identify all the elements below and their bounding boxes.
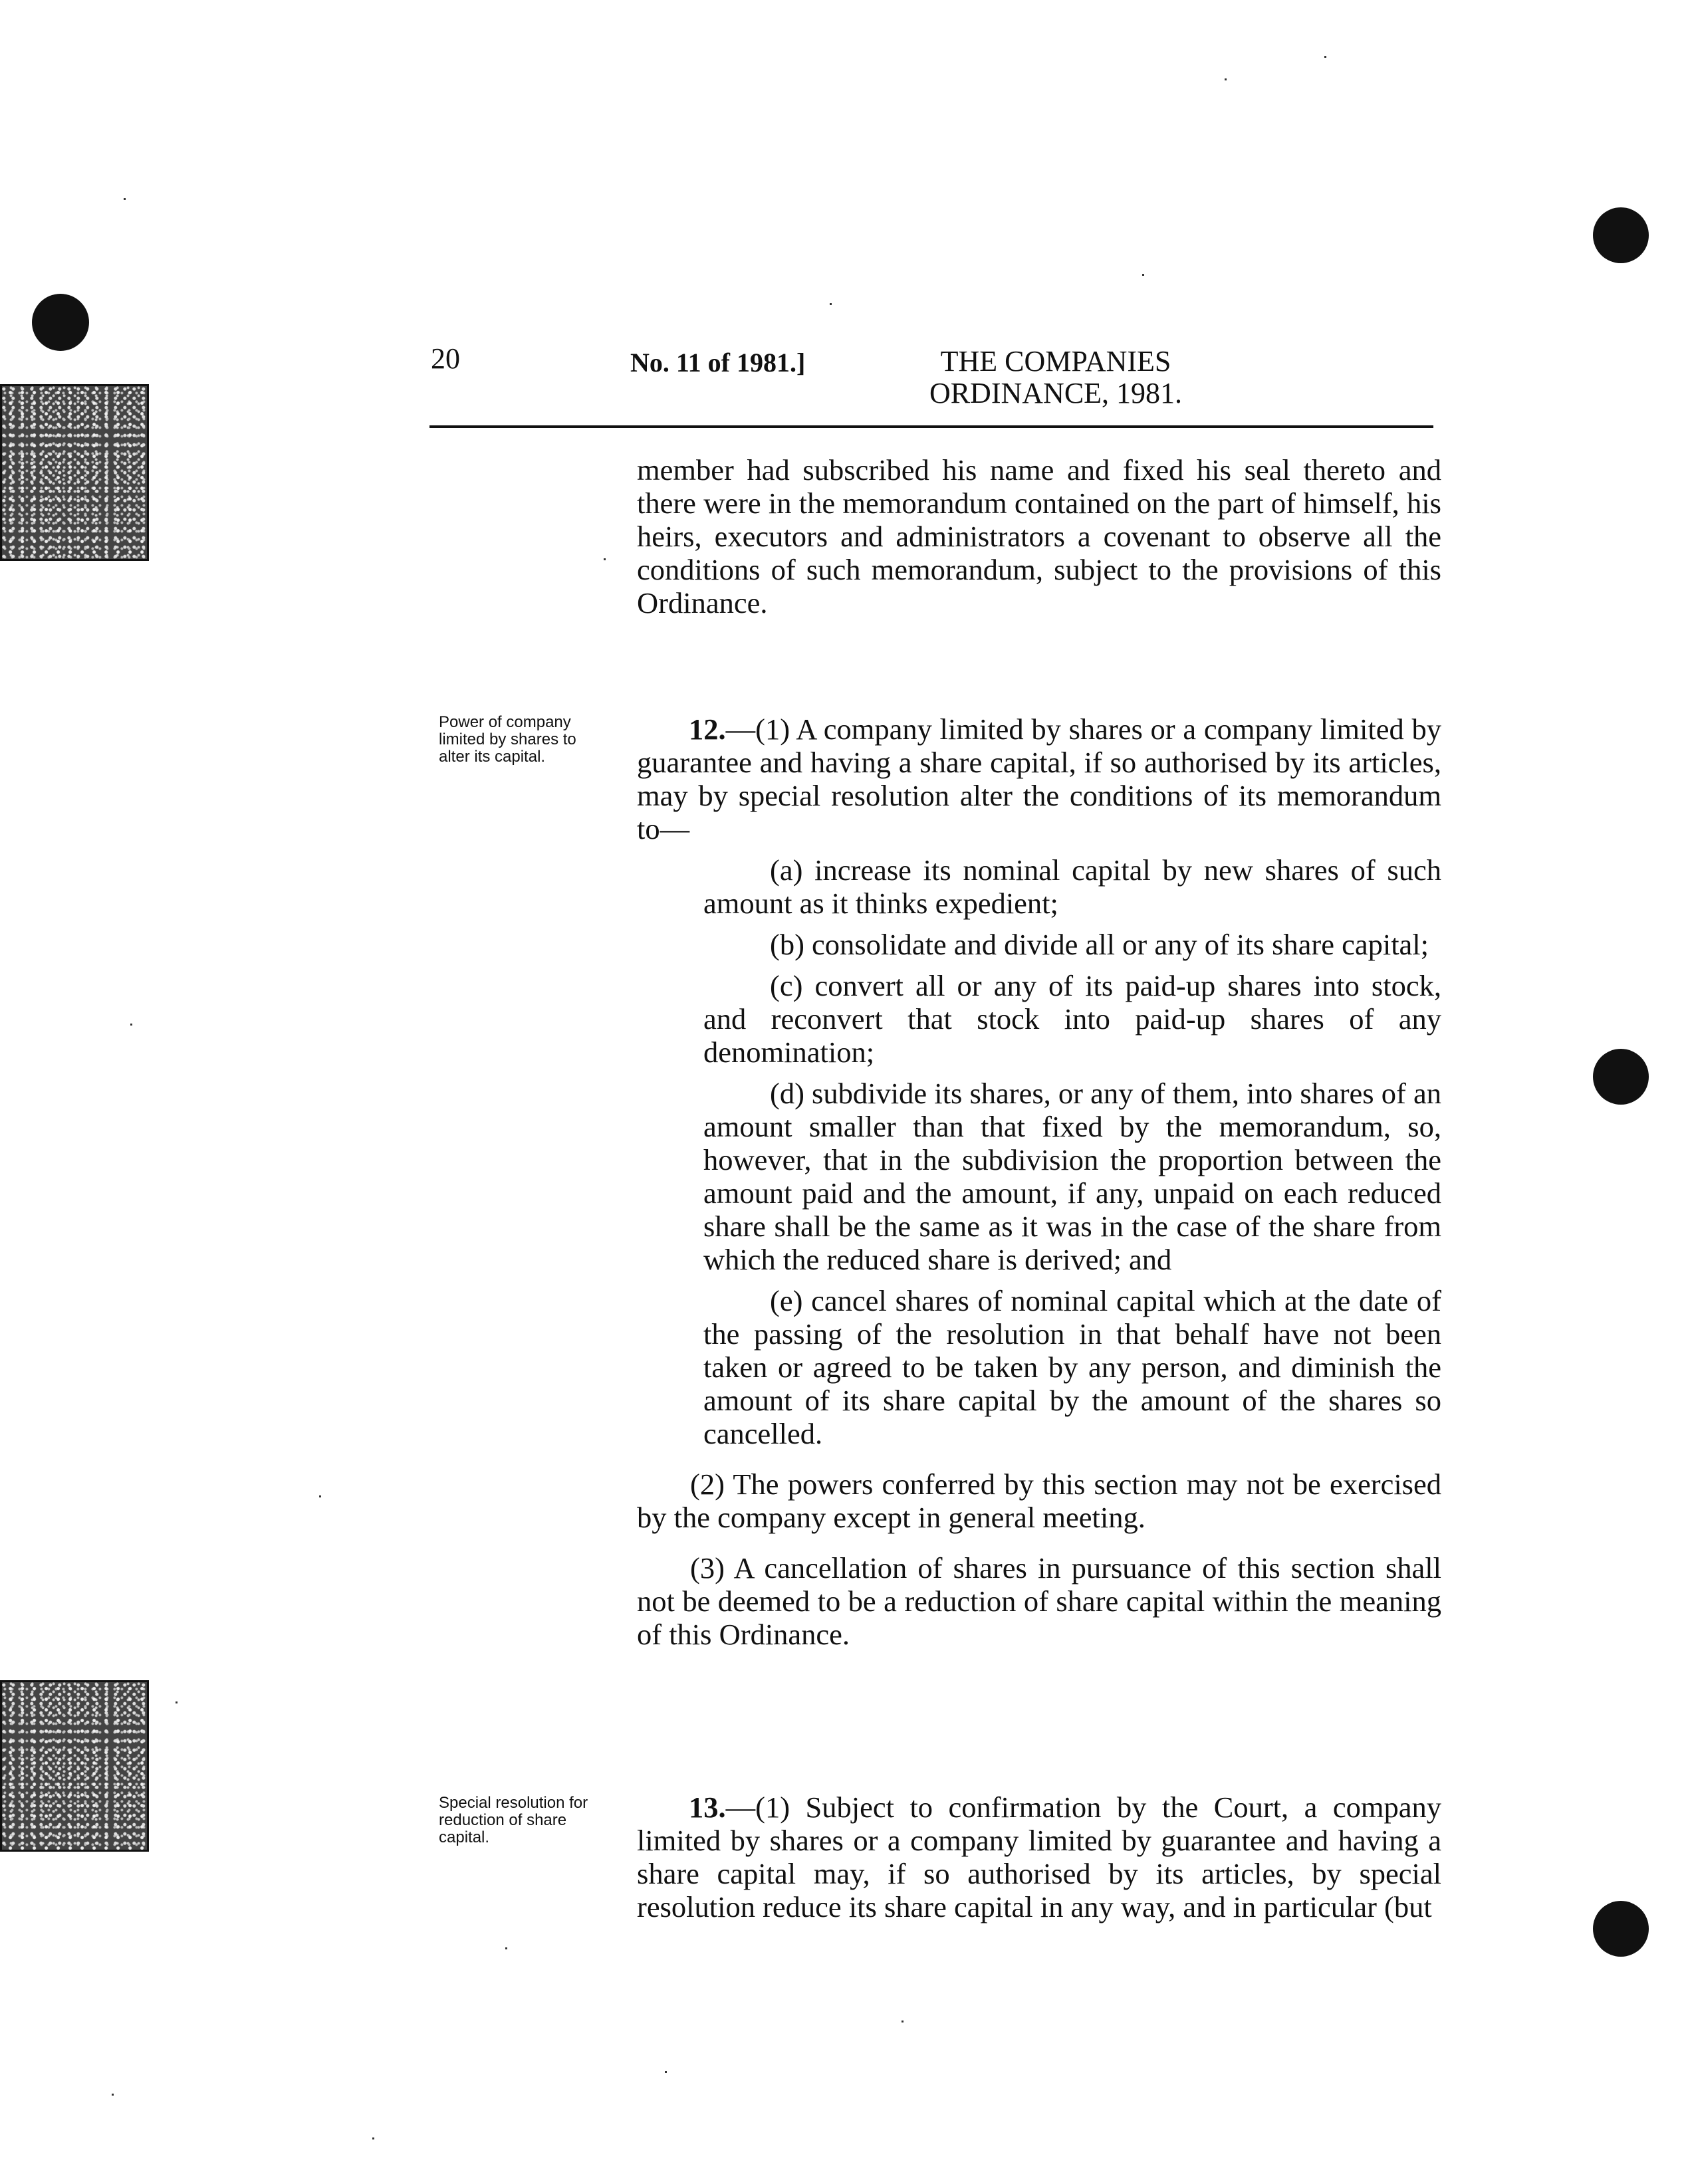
- section-12-item-c: (c) convert all or any of its paid-up shares into stock, and reconvert that stock into paid-up shares of any denomination;: [703, 969, 1441, 1069]
- section-12-subsection-3: (3) A cancellation of shares in pursuance of this section shall not be deemed to be a reduction of share capital within the meaning of this Ordinance.: [637, 1551, 1441, 1651]
- section-13-intro-text: —(1) Subject to confirmation by the Court, a company limited by shares or a company limited by guarantee and having a share capital may, if so authorised by its articles, by special resolution reduce its share capital in any way, and in particular (but: [637, 1791, 1441, 1923]
- punch-hole: [1593, 207, 1649, 263]
- scan-speck: [830, 303, 832, 305]
- section-12-intro-text: —(1) A company limited by shares or a company limited by guarantee and having a share capital, if so authorised by its articles, may by special resolution alter the conditions of its memorandum to—: [637, 712, 1441, 845]
- scan-speck: [1142, 274, 1144, 276]
- scan-noise-patch: [0, 1680, 149, 1852]
- scan-speck: [665, 2071, 667, 2073]
- section-13-number: 13.: [689, 1791, 726, 1824]
- ordinance-number: No. 11 of 1981.]: [630, 348, 806, 378]
- section-12-intro: [637, 712, 1441, 845]
- scan-speck: [112, 2094, 114, 2096]
- scan-speck: [1225, 78, 1227, 80]
- section-12-item-a: (a) increase its nominal capital by new shares of such amount as it thinks expedient;: [703, 853, 1441, 920]
- section-12-item-d: (d) subdivide its shares, or any of them, into shares of an amount smaller than that fixed by the memorandum, so, however, that in the subdivision the proportion between the amount paid and the amount, if any, unpaid on each reduced share shall be the same as it was in the case of the share from which the reduced share is derived; and: [703, 1077, 1441, 1276]
- section-13: [637, 1791, 1441, 1923]
- section-12-item-e: (e) cancel shares of nominal capital which at the date of the passing of the resolution in that behalf have not been taken or agreed to be taken by any person, and diminish the amount of its share capital by the amount of the shares so cancelled.: [703, 1284, 1441, 1450]
- section-12-item-b: (b) consolidate and divide all or any of its share capital;: [770, 928, 1429, 961]
- running-title: [903, 346, 1209, 409]
- scan-speck: [319, 1495, 321, 1497]
- scan-speck: [124, 198, 126, 200]
- section-12-subsection-2: (2) The powers conferred by this section may not be exercised by the company except in general meeting.: [637, 1468, 1441, 1534]
- continuation-text: member had subscribed his name and fixed his seal thereto and there were in the memorandum contained on the part of himself, his heirs, executors and administrators a covenant to observe all the conditions of such memorandum, subject to the provisions of this Ordinance.: [637, 453, 1441, 619]
- section-12: [637, 712, 1441, 1651]
- scan-speck: [372, 2137, 374, 2139]
- punch-hole: [1593, 1901, 1649, 1957]
- page-number: 20: [431, 342, 460, 375]
- header-rule: [429, 425, 1433, 428]
- continuation-paragraph: [637, 453, 1441, 619]
- section-12-margin-note: Power of company limited by shares to alter its capital.: [439, 713, 576, 766]
- scan-speck: [176, 1701, 178, 1703]
- section-13-intro: [637, 1791, 1441, 1923]
- scan-noise-patch: [0, 384, 149, 561]
- section-12-number: 12.: [689, 712, 726, 746]
- scan-speck: [902, 2020, 904, 2022]
- scan-speck: [1324, 56, 1326, 58]
- scan-speck: [604, 558, 606, 560]
- punch-hole: [1593, 1049, 1649, 1105]
- punch-hole: [32, 294, 89, 351]
- running-title-line-2: ORDINANCE, 1981.: [929, 376, 1183, 409]
- section-13-margin-note: Special resolution for reduction of share capital.: [439, 1794, 588, 1846]
- scan-speck: [505, 1947, 507, 1949]
- scan-speck: [130, 1024, 132, 1026]
- running-title-line-1: THE COMPANIES: [940, 345, 1171, 378]
